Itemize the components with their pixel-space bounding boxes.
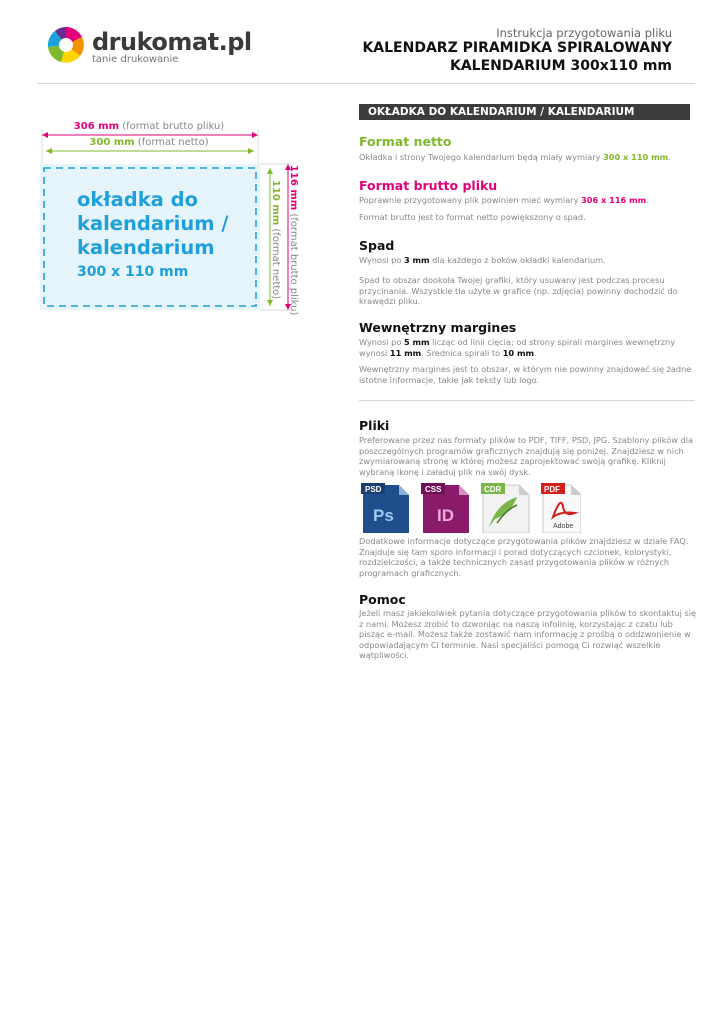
margines-heading: Wewnętrzny margines xyxy=(359,320,517,335)
width-netto-note: (format netto) xyxy=(137,137,209,148)
format-brutto-text: Poprawnie przygotowany plik powinien mieć wymiary 306 x 116 mm. xyxy=(359,195,649,205)
height-brutto-value: 116 mm xyxy=(288,165,299,211)
logo-tagline: tanie drukowanie xyxy=(92,54,179,65)
photoshop-icon[interactable] xyxy=(361,483,409,533)
format-netto-text: Okładka i strony Twojego kalendarium będą miały wymiary 300 x 110 mm. xyxy=(359,152,671,162)
template-download-icons xyxy=(361,483,581,533)
cover-title-line2: kalendarium / xyxy=(77,212,229,235)
pliki-text: Preferowane przez nas formaty plików to PDF, TIFF, PSD, JPG. Szablony plików dla poszczególnych programów graficznych znajdują się poniżej. Znajdziesz w nich zwymiarowaną stronę w której możesz zaprojektować swoją grafikę. Kliknij wybraną ikonę i załaduj plik na swój dysk. xyxy=(359,435,694,477)
width-netto-value: 300 mm xyxy=(89,137,135,148)
indesign-mark: ID xyxy=(437,506,454,525)
indesign-icon[interactable] xyxy=(421,483,469,533)
pdf-icon[interactable] xyxy=(541,483,581,533)
height-brutto-label xyxy=(288,165,299,315)
spad-note: Spad to obszar dookoła Twojej grafiki, który usuwany jest podczas procesu przycinania. Wszystkie tła użyte w grafice (np. zdjęcia) powinny dochodzić do krawędzi pliku. xyxy=(359,275,678,306)
document-subtitle: Instrukcja przygotowania pliku xyxy=(496,26,672,40)
psd-tag: PSD xyxy=(365,485,382,494)
format-netto-value: 300 x 110 mm xyxy=(603,152,669,162)
format-brutto-note: Format brutto jest to format netto powiększony o spad. xyxy=(359,212,586,222)
height-netto-label xyxy=(270,180,281,299)
pomoc-heading: Pomoc xyxy=(359,592,406,607)
spiral-diameter-value: 10 mm xyxy=(502,347,535,358)
format-netto-heading: Format netto xyxy=(359,134,452,149)
spad-text: Wynosi po 3 mm dla każdego z boków okładki kalendarium. xyxy=(359,255,606,265)
css-tag: CSS xyxy=(425,485,442,494)
header-divider xyxy=(37,83,695,84)
section-divider xyxy=(359,400,695,401)
pliki-heading: Pliki xyxy=(359,418,390,433)
cover-title-line3: kalendarium xyxy=(77,236,215,259)
margines-note: Wewnętrzny margines jest to obszar, w którym nie powinny znajdować się żadne istotne informacje, takie jak teksty lub logo. xyxy=(359,364,692,385)
margines-text: Wynosi po 5 mm licząc od linii cięcia; od strony spirali margines wewnętrzny wynosi 11 mm. Średnica spirali to 10 mm. xyxy=(359,337,676,358)
width-brutto-value: 306 mm xyxy=(73,121,119,132)
height-netto-value: 110 mm xyxy=(270,180,281,226)
height-brutto-note: (format brutto pliku) xyxy=(288,213,299,316)
margines-value: 5 mm xyxy=(403,337,430,347)
cover-size: 300 x 110 mm xyxy=(77,264,189,280)
format-brutto-heading: Format brutto pliku xyxy=(359,178,498,193)
drukomat-logo-icon[interactable] xyxy=(46,25,86,65)
spiral-margin-value: 11 mm xyxy=(389,347,422,358)
pdf-tag: PDF xyxy=(544,485,560,494)
spad-heading: Spad xyxy=(359,238,395,253)
document-title-line1: KALENDARZ PIRAMIDKA SPIRALOWANY xyxy=(362,40,672,56)
pomoc-text: Jeżeli masz jakiekolwiek pytania dotyczące przygotowania plików to skontaktuj się z nami. Możesz zrobić to dzwoniąc na naszą infolinię, korzystając z czatu lub pisząc e-mail. Możesz także zostawić nam informację z prośbą o oddzwonienie w odpowiadającym Ci terminie. Nasi specjaliści pomogą Ci rozwiąć wszelkie wątpliwości. xyxy=(359,608,697,660)
psd-mark: Ps xyxy=(373,506,394,525)
cover-title-line1: okładka do xyxy=(77,188,198,211)
height-netto-note: (format netto) xyxy=(270,228,281,300)
pliki-note: Dodatkowe informacje dotyczące przygotowania plików znajdziesz w dziale FAQ. Znajduje się tam sporo informacji i porad dotyczących czcionek, kolorystyki, rozdzielczości, a także technicznych zasad przygotowania plików w różnych programach graficznych. xyxy=(359,536,689,578)
section-header-bar: OKŁADKA DO KALENDARIUM / KALENDARIUM xyxy=(359,104,690,120)
width-brutto-note: (format brutto pliku) xyxy=(122,121,225,132)
document-title-line2: KALENDARIUM 300x110 mm xyxy=(449,58,672,74)
cdr-tag: CDR xyxy=(484,485,502,494)
cover-title xyxy=(77,188,228,260)
adobe-mark: Adobe xyxy=(553,523,574,530)
spad-value: 3 mm xyxy=(403,255,430,265)
logo-name[interactable]: drukomat.pl xyxy=(92,28,252,56)
format-brutto-value: 306 x 116 mm xyxy=(581,195,647,205)
coreldraw-icon[interactable] xyxy=(481,483,529,533)
